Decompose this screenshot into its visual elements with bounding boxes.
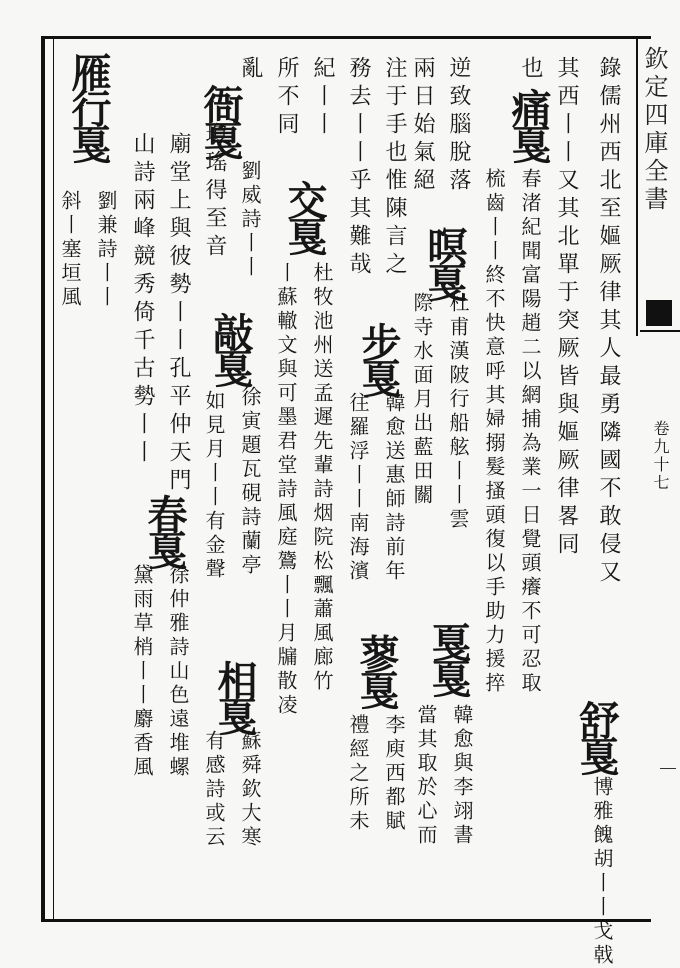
headword: 步戛 — [355, 322, 402, 394]
text-column: 山詩兩峰競秀倚千古勢丨丨 — [130, 132, 155, 468]
gloss: 博雅餽胡丨丨戈戟 — [590, 776, 614, 968]
ink-block-mark — [646, 300, 672, 326]
headword: 戛戛 — [425, 622, 472, 694]
gloss: 杜牧池州送孟遲先輩詩烟院松飄蕭風廊竹 — [310, 262, 334, 694]
headword: 雁行戛 — [65, 52, 112, 160]
margin-tick — [660, 768, 676, 769]
headword: 春戛 — [141, 494, 188, 566]
text-column: 所不同 — [274, 56, 299, 140]
gloss: 梳齒丨丨終不快意呼其婦搦髮搔頭復以手助力援捽 — [482, 168, 506, 696]
text-column: 務去丨丨乎其難哉 — [346, 56, 371, 280]
headword: 交戛 — [281, 180, 328, 252]
gloss: 往羅浮丨丨南海濱 — [346, 392, 370, 584]
gloss: 黛雨草梢丨丨麝香風 — [130, 564, 154, 780]
gloss: 韓愈送惠師詩前年 — [382, 392, 406, 584]
gloss: 劉威詩丨丨 — [238, 160, 262, 280]
volume-label: 卷九十七 — [651, 420, 670, 492]
text-column: 廟堂上與彼勢丨丨孔平仲天門 — [166, 132, 191, 496]
gloss: 杜甫漢陂行船舷丨丨雲 — [446, 292, 470, 532]
gloss: 韓愈與李翊書 — [450, 704, 474, 848]
gloss: 禮經之所未 — [346, 714, 370, 834]
gloss: 李庾西都賦 — [382, 714, 406, 834]
gloss: 劉兼詩丨丨 — [94, 190, 118, 310]
text-column: 注于手也惟陳言之 — [382, 56, 407, 280]
gloss: 有感詩或云 — [202, 730, 226, 850]
text-column: 兩日始氣絕 — [410, 56, 435, 196]
gloss: 當其取於心而 — [414, 704, 438, 848]
text-column: 其西丨丨又其北單于突厥皆與嫗厥律畧同 — [554, 56, 579, 560]
headword: 敲戛 — [207, 312, 254, 384]
headword: 舒戛 — [573, 700, 620, 772]
text-column: 也 — [518, 56, 543, 84]
text-column: 逆致腦脫落 — [446, 56, 471, 196]
headword: 痛戛 — [505, 88, 552, 160]
text-column: 斜丨塞垣風 — [58, 190, 82, 310]
text-column: 亂 — [238, 56, 263, 84]
headword: 相戛 — [211, 660, 258, 732]
text-column: 瓊瑤得至音 — [202, 122, 227, 262]
headword: 暝戛 — [421, 226, 468, 298]
header-rule — [640, 330, 680, 332]
gloss: 徐仲雅詩山色遠堆螺 — [166, 564, 190, 780]
gloss: 徐寅題瓦硯詩蘭亭 — [238, 386, 262, 578]
headword: 蓼戛 — [353, 634, 400, 706]
book-title: 欽定四庫全書 — [640, 46, 668, 214]
headword: 衙戛 — [197, 84, 244, 156]
gloss: 際寺水面月出藍田關 — [410, 292, 434, 508]
text-column: 錄儒州西北至嫗厥律其人最勇隣國不敢侵又 — [596, 56, 621, 588]
gloss: 丨蘇轍文與可墨君堂詩風庭鷟丨丨月牖散凌 — [274, 262, 298, 718]
gloss: 蘇舜欽大寒 — [238, 730, 262, 850]
text-column: 如見月丨丨有金聲 — [202, 390, 226, 582]
gloss: 春渚紀聞富陽趙二以網捕為業一日覺頭癢不可忍取 — [518, 168, 542, 696]
text-column: 紀丨丨 — [310, 56, 335, 140]
